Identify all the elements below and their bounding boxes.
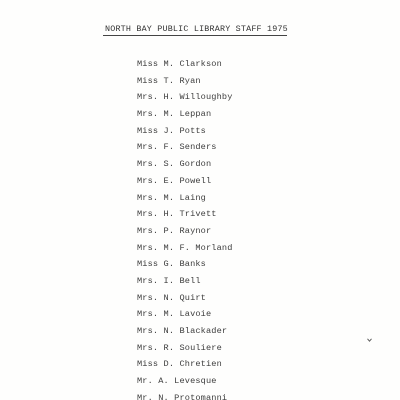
staff-entry: Mrs. E. Powell bbox=[137, 175, 212, 186]
ink-mark bbox=[367, 338, 372, 342]
staff-entry: Mr. N. Protomanni bbox=[137, 392, 228, 400]
staff-entry: Mrs. R. Souliere bbox=[137, 342, 222, 353]
staff-entry: Mrs. M. Lavoie bbox=[137, 309, 212, 320]
staff-entry: Mrs. S. Gordon bbox=[137, 159, 212, 170]
staff-entry: Mrs. N. Quirt bbox=[137, 292, 206, 303]
staff-entry: Mrs. H. Trivett bbox=[137, 209, 217, 220]
staff-entry: Miss G. Banks bbox=[137, 259, 206, 270]
staff-entry: Miss J. Potts bbox=[137, 125, 206, 136]
staff-entry: Mrs. M. Laing bbox=[137, 192, 206, 203]
document-title: NORTH BAY PUBLIC LIBRARY STAFF 1975 bbox=[105, 24, 288, 34]
staff-entry: Miss T. Ryan bbox=[137, 75, 201, 86]
staff-entry: Mrs. M. Leppan bbox=[137, 109, 212, 120]
staff-entry: Mrs. M. F. Morland bbox=[137, 242, 233, 253]
staff-list bbox=[137, 58, 233, 400]
staff-entry: Mrs. N. Blackader bbox=[137, 326, 228, 336]
staff-entry: Miss D. Chretien bbox=[137, 359, 222, 370]
staff-entry: Mrs. H. Willoughby bbox=[137, 92, 233, 103]
staff-entry: Mrs. I. Bell bbox=[137, 275, 201, 286]
staff-entry: Mrs. P. Raynor bbox=[137, 225, 212, 236]
staff-entry: Mr. A. Levesque bbox=[137, 376, 217, 387]
title-underline bbox=[103, 35, 287, 36]
staff-entry: Miss M. Clarkson bbox=[137, 59, 222, 69]
staff-entry: Mrs. F. Senders bbox=[137, 142, 217, 153]
